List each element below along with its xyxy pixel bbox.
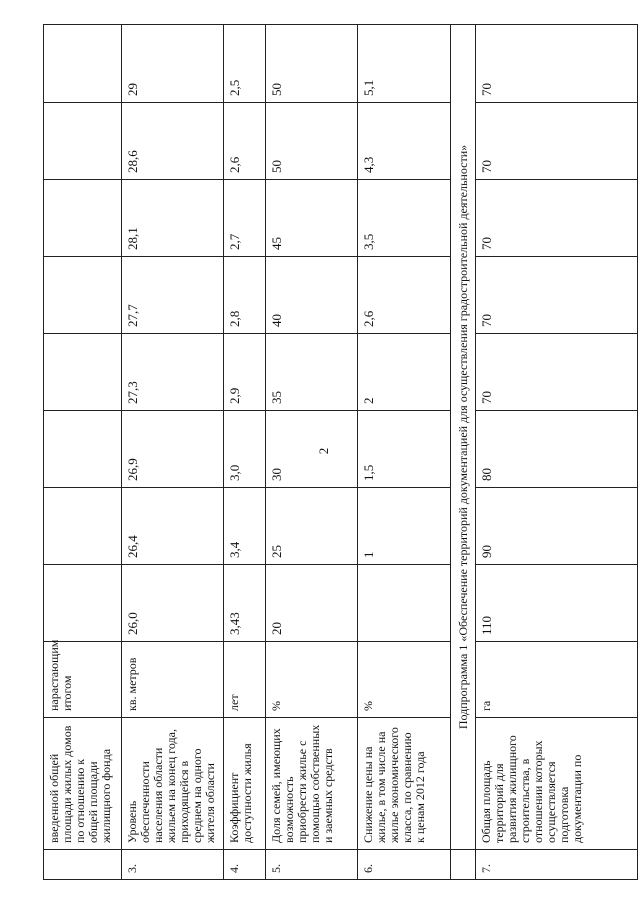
table-row	[358, 25, 451, 880]
value-cell: 27,3	[122, 334, 224, 411]
table-row	[265, 25, 358, 880]
value-cell: 30	[265, 411, 358, 488]
subprogram-row	[450, 25, 475, 880]
value-cell: 4,3	[358, 103, 451, 180]
value-cell: 2,7	[224, 180, 266, 257]
row-number: 6.	[358, 850, 451, 880]
value-cell	[44, 411, 122, 488]
value-cell: 5,1	[358, 25, 451, 103]
unit: %	[265, 642, 358, 718]
value-cell: 35	[265, 334, 358, 411]
indicator-name: введенной общей площади жилых домов по отношению к общей площади жилищного фонда	[44, 718, 122, 850]
value-cell	[44, 488, 122, 565]
value-cell: 2,6	[358, 257, 451, 334]
value-cell: 29	[122, 25, 224, 103]
table-row	[44, 25, 122, 880]
unit: %	[358, 642, 451, 718]
value-cell: 26,0	[122, 565, 224, 642]
value-cell: 70	[476, 257, 638, 334]
indicator-name: Доля семей, имеющих возможность приобрести жилье с помощью собственных и заемных средств	[265, 718, 358, 850]
empty-cell	[450, 850, 475, 880]
value-cell: 45	[265, 180, 358, 257]
row-number: 3.	[122, 850, 224, 880]
value-cell: 2,6	[224, 103, 266, 180]
subprogram-title: Подпрограмма 1 «Обеспечение территорий документацией для осуществления градостроительной деятельности»	[450, 25, 475, 850]
value-cell: 70	[476, 180, 638, 257]
value-cell: 28,1	[122, 180, 224, 257]
page-number: 2	[316, 447, 331, 455]
value-cell: 28,6	[122, 103, 224, 180]
value-cell	[44, 565, 122, 642]
value-cell	[358, 565, 451, 642]
row-number	[44, 850, 122, 880]
value-cell: 1,5	[358, 411, 451, 488]
table-row	[476, 25, 638, 880]
indicator-name: Снижение цены на жилье, в том числе на жилье экономического класса, по сравнению к ценам 2012 года	[358, 718, 451, 850]
value-cell	[44, 334, 122, 411]
unit: нарастающим итогом	[44, 642, 122, 718]
value-cell: 20	[265, 565, 358, 642]
row-number: 5.	[265, 850, 358, 880]
unit: га	[476, 642, 638, 718]
value-cell: 2,5	[224, 25, 266, 103]
value-cell	[44, 180, 122, 257]
value-cell: 3,43	[224, 565, 266, 642]
value-cell: 3,5	[358, 180, 451, 257]
value-cell: 2,8	[224, 257, 266, 334]
value-cell: 80	[476, 411, 638, 488]
indicator-name: Коэффициент доступности жилья	[224, 718, 266, 850]
value-cell: 3,4	[224, 488, 266, 565]
value-cell: 50	[265, 103, 358, 180]
value-cell: 70	[476, 103, 638, 180]
value-cell: 1	[358, 488, 451, 565]
value-cell: 2	[358, 334, 451, 411]
indicator-name: Общая площадь территорий для развития жилищного строительства, в отношении которых осуществляется подготовка документации по	[476, 718, 638, 850]
unit: лет	[224, 642, 266, 718]
value-cell: 70	[476, 25, 638, 103]
value-cell: 70	[476, 334, 638, 411]
value-cell: 25	[265, 488, 358, 565]
value-cell: 26,4	[122, 488, 224, 565]
value-cell	[44, 103, 122, 180]
value-cell: 90	[476, 488, 638, 565]
value-cell: 3,0	[224, 411, 266, 488]
value-cell	[44, 25, 122, 103]
value-cell	[44, 257, 122, 334]
row-number: 7.	[476, 850, 638, 880]
value-cell: 40	[265, 257, 358, 334]
indicator-name: Уровень обеспеченности населения области жильем на конец года, приходящейся в среднем на одного жителя области	[122, 718, 224, 850]
indicators-table	[43, 24, 638, 880]
row-number: 4.	[224, 850, 266, 880]
value-cell: 50	[265, 25, 358, 103]
table-row	[122, 25, 224, 880]
unit: кв. метров	[122, 642, 224, 718]
value-cell: 2,9	[224, 334, 266, 411]
value-cell: 110	[476, 565, 638, 642]
value-cell: 26,9	[122, 411, 224, 488]
table-row	[224, 25, 266, 880]
table-container	[43, 25, 638, 880]
value-cell: 27,7	[122, 257, 224, 334]
